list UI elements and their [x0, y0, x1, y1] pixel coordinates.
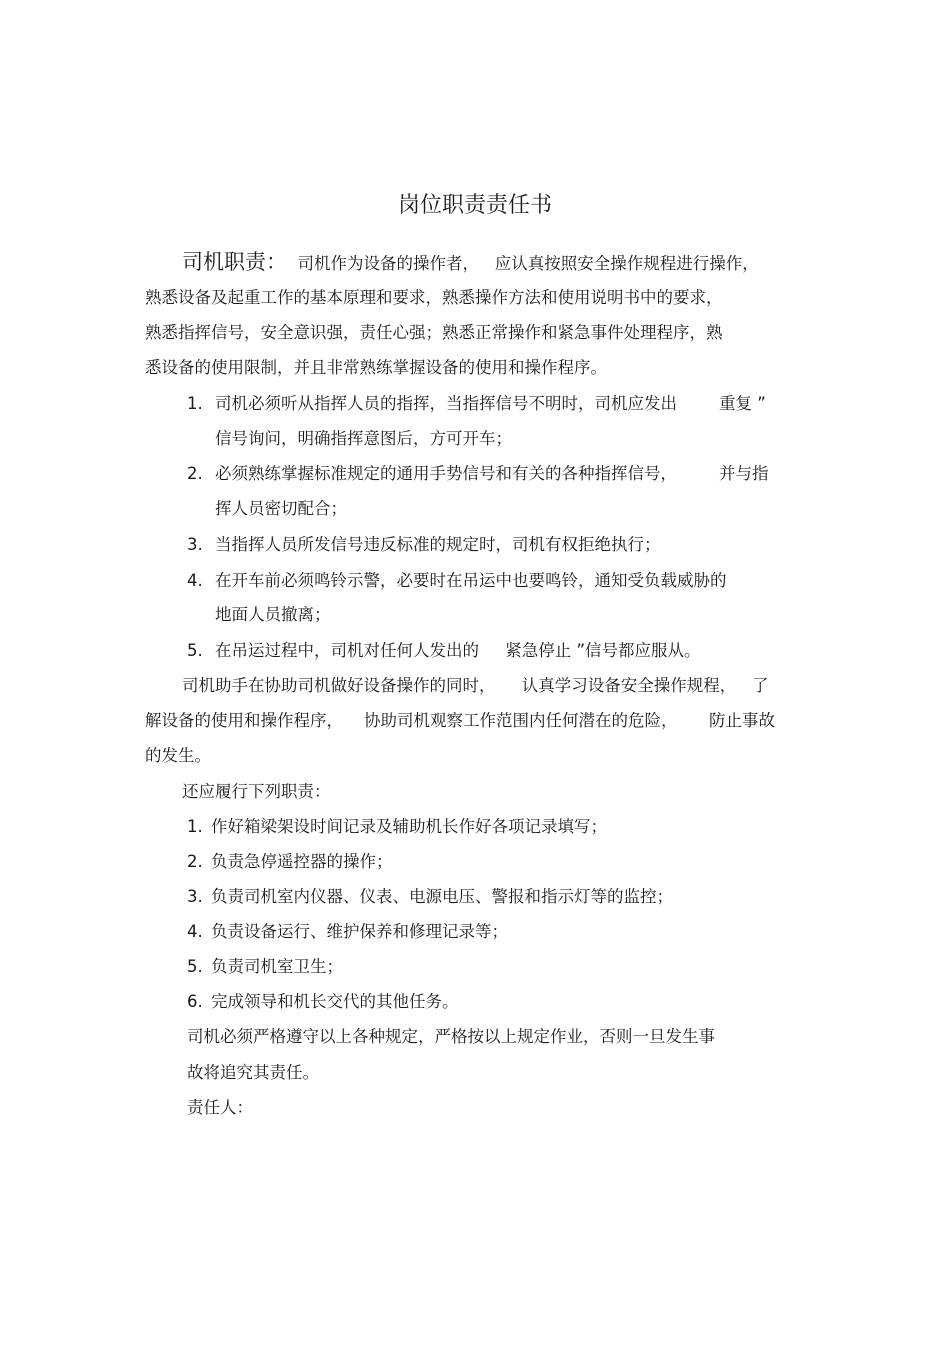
list-number: 3. [187, 887, 203, 906]
list-text: 负责急停遥控器的操作； [211, 852, 393, 871]
intro-text: 司机作为设备的操作者， 应认真按照安全操作规程进行操作， [287, 254, 759, 273]
list-number: 5. [187, 957, 203, 976]
list-text: 负责设备运行、维护保养和修理记录等； [211, 922, 508, 941]
list-item-continuation: 信号询问，明确指挥意图后，方可开车； [215, 429, 512, 448]
closing-line-1: 司机必须严格遵守以上各种规定，严格按以上规定作业，否则一旦发生事 [187, 1027, 715, 1046]
intro-line-3: 熟悉指挥信号，安全意识强，责任心强；熟悉正常操作和紧急事件处理程序，熟 [145, 323, 723, 342]
closing-line-2: 故将追究其责任。 [187, 1063, 319, 1082]
assistant-line-2: 解设备的使用和操作程序， 协助司机观察工作范围内任何潜在的危险， 防止事故 [145, 711, 775, 730]
list-number: 4. [187, 571, 203, 590]
list-text: 当指挥人员所发信号违反标准的规定时，司机有权拒绝执行； [215, 535, 661, 554]
list-number: 2. [187, 464, 203, 483]
list-number: 3. [187, 535, 203, 554]
list-item [187, 850, 393, 874]
list-text: 完成领导和机长交代的其他任务。 [211, 992, 459, 1011]
intro-line-4: 悉设备的使用限制，并且非常熟练掌握设备的使用和操作程序。 [145, 358, 607, 377]
list-item [187, 639, 701, 663]
list-text: 负责司机室内仪器、仪表、电源电压、警报和指示灯等的监控； [211, 887, 673, 906]
list-number: 5. [187, 641, 203, 660]
list-item [187, 392, 766, 416]
assistant-line-1: 司机助手在协助司机做好设备操作的同时， 认真学习设备安全操作规程， 了 [182, 676, 769, 695]
list-item [187, 533, 661, 557]
list-item [187, 462, 768, 486]
intro-line-1 [182, 250, 759, 276]
list-number: 1. [187, 394, 203, 413]
list-number: 2. [187, 852, 203, 871]
intro-line-2: 熟悉设备及起重工作的基本原理和要求，熟悉操作方法和使用说明书中的要求， [145, 288, 723, 307]
list-text: 作好箱梁架设时间记录及辅助机长作好各项记录填写； [211, 817, 607, 836]
list-item [187, 920, 508, 944]
list-item-continuation: 地面人员撤离； [215, 605, 331, 624]
section-heading: 司机职责： [182, 250, 287, 274]
list-item [187, 955, 343, 979]
list-item [187, 815, 607, 839]
responsible-person-label: 责任人： [187, 1098, 253, 1117]
list-number: 1. [187, 817, 203, 836]
list-text: 负责司机室卫生； [211, 957, 343, 976]
list-text: 司机必须听从指挥人员的指挥，当指挥信号不明时，司机应发出 重复 ” [215, 394, 766, 413]
document-title: 岗位职责责任书 [397, 193, 552, 218]
list-text: 必须熟练掌握标准规定的通用手势信号和有关的各种指挥信号， 并与指 [215, 464, 769, 483]
list-item-continuation: 挥人员密切配合； [215, 499, 347, 518]
list-number: 4. [187, 922, 203, 941]
list-item [187, 885, 673, 909]
list-text: 在开车前必须鸣铃示警，必要时在吊运中也要鸣铃，通知受负载威胁的 [215, 571, 727, 590]
also-duties-heading: 还应履行下列职责： [182, 782, 331, 801]
list-number: 6. [187, 992, 203, 1011]
assistant-line-3: 的发生。 [145, 746, 211, 765]
list-item [187, 990, 459, 1014]
list-item [187, 569, 727, 593]
list-text: 在吊运过程中，司机对任何人发出的 紧急停止 ”信号都应服从。 [215, 641, 701, 660]
